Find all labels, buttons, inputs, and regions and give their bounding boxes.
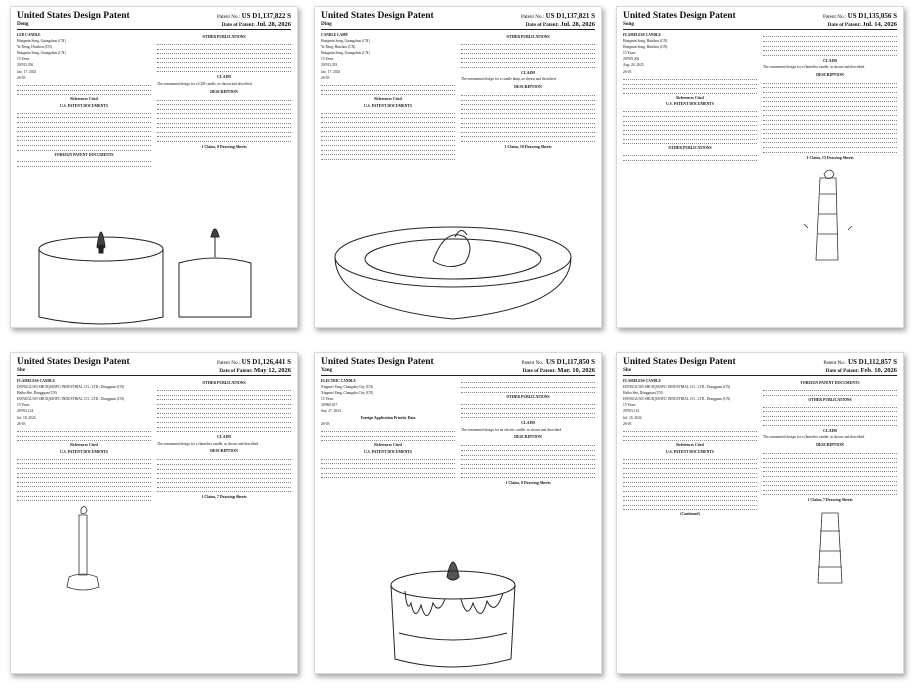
patent-subheader (321, 367, 595, 376)
patent-no-label: Patent No.: (823, 360, 847, 366)
patent-no-label: Patent No.: (216, 14, 241, 20)
candle-drawing (315, 543, 601, 673)
refs-cited: References Cited (676, 443, 704, 448)
reference-lines (17, 109, 151, 150)
appl-no: 29/953,125 (623, 409, 640, 414)
us-docs: U.S. PATENT DOCUMENTS (59, 449, 109, 454)
other-pubs: OTHER PUBLICATIONS (506, 394, 550, 399)
refs-cited: References Cited (70, 97, 98, 102)
patent-date: Jul. 28, 2026 (560, 21, 595, 28)
us-docs: U.S. PATENT DOCUMENTS (59, 103, 109, 108)
right-column (461, 379, 595, 569)
description-lines (157, 96, 291, 142)
inventor: Ye Ding, Huizhou (CN) (321, 45, 356, 50)
patent-page-1[interactable] (10, 6, 298, 328)
inventor-short: Yang (321, 367, 333, 373)
foreign-lines (17, 158, 151, 167)
classification-lines (623, 76, 757, 94)
patent-number: US D1,126,441 S (241, 358, 291, 366)
term: 15 Years (321, 57, 334, 62)
patent-number: US D1,112,857 S (847, 358, 897, 366)
patent-subheader (17, 367, 291, 376)
flameless-candle-figure (764, 507, 896, 587)
date-label: Date of Patent: (827, 22, 862, 28)
patent-org: United States Design Patent (17, 11, 130, 21)
right-column (157, 33, 291, 233)
foreign-lines (763, 387, 897, 396)
drawing-sheets: 1 Claim, 7 Drawing Sheets (807, 497, 853, 503)
pub-lines (623, 152, 757, 161)
pub-lines (763, 403, 897, 426)
patent-org: United States Design Patent (17, 357, 130, 367)
description-heading: DESCRIPTION (514, 434, 542, 440)
claim-heading: CLAIM (217, 74, 231, 80)
reference-lines (623, 108, 757, 144)
assignee: Hongmin Song, Guangzhou (CN) (17, 51, 66, 56)
claim-heading: CLAIM (823, 427, 837, 433)
term: 15 Years (17, 403, 30, 408)
applicant: Xingmei Yang, Changsha City (CN) (321, 385, 374, 390)
date-label: Date of Patent: (219, 368, 253, 374)
patent-title: FLAMELESS CANDLE (17, 379, 55, 383)
appl-no: 29/913,356 (17, 63, 34, 68)
drawing-sheets: 1 Claim, 7 Drawing Sheets (201, 494, 247, 500)
patent-date: Mar. 10, 2026 (557, 367, 595, 374)
patent-no-label: Patent No.: (521, 360, 545, 366)
appl-no: 29/953,124 (17, 409, 34, 414)
description-lines (763, 450, 897, 496)
claim-heading: CLAIM (521, 69, 535, 75)
patent-page-3[interactable] (616, 6, 904, 328)
description-heading: DESCRIPTION (210, 448, 238, 454)
refs-cited: References Cited (374, 443, 402, 448)
right-column (157, 379, 291, 674)
left-column (17, 379, 151, 674)
description-lines (763, 79, 897, 152)
description-heading: DESCRIPTION (210, 88, 238, 94)
continued: (Continued) (680, 512, 700, 517)
electric-candle-figure (315, 543, 591, 673)
patent-number: US D1,137,822 S (241, 12, 291, 20)
date-label: Date of Patent: (825, 368, 860, 374)
patent-header (321, 357, 595, 367)
patent-title: ELECTRIC CANDLE (321, 379, 356, 383)
patent-number: US D1,137,821 S (545, 12, 595, 20)
loc: 26-03 (321, 75, 330, 80)
patent-title: FLAMELESS CANDLE (623, 379, 661, 383)
classification-lines (321, 82, 455, 96)
patent-date: Feb. 10, 2026 (860, 367, 897, 374)
patent-header (17, 11, 291, 21)
right-column (763, 33, 897, 328)
patent-subheader (17, 21, 291, 30)
loc: 26-03 (17, 75, 26, 80)
applicant: Hongmin Song, Huizhou (CN) (623, 39, 668, 44)
claim-text: The ornamental design for an electric candle, as shown and described. (461, 427, 562, 432)
patent-org: United States Design Patent (623, 357, 736, 367)
description-heading: DESCRIPTION (816, 71, 844, 77)
pub-lines (461, 400, 595, 418)
term: 15 Years (623, 51, 636, 56)
patent-no-label: Patent No.: (822, 14, 847, 20)
patent-no-label: Patent No.: (216, 360, 241, 366)
patent-header (623, 11, 897, 21)
inventor: Hongmin Song, Huizhou (CN) (623, 45, 668, 50)
inventor-short: She (17, 367, 26, 373)
inventor: Xingmei Yang, Changsha City (CN) (321, 391, 374, 396)
appl-no: 29/929,204 (623, 57, 640, 62)
left-column (17, 33, 151, 233)
pub-lines (157, 387, 291, 433)
patent-date: May 12, 2026 (253, 367, 291, 374)
patent-title: CANDLE LAMP (321, 33, 348, 37)
right-column (461, 33, 595, 233)
classification-lines (321, 428, 455, 442)
patent-header (623, 357, 897, 367)
classification-lines (623, 428, 757, 442)
pub-lines (157, 41, 291, 73)
right-column (763, 379, 897, 674)
filed: Jan. 17, 2025 (321, 69, 341, 74)
loc: 26-03 (321, 421, 330, 426)
other-pubs: OTHER PUBLICATIONS (668, 146, 712, 151)
patent-subheader (623, 367, 897, 376)
loc: 26-03 (623, 69, 632, 74)
claim-text: The ornamental design for a flameless candle, as shown and described. (763, 435, 865, 440)
date-label: Date of Patent: (525, 22, 560, 28)
foreign-docs: FOREIGN PATENT DOCUMENTS (54, 152, 114, 157)
patent-page-5[interactable] (314, 352, 602, 674)
inventor: Ye Deng, Huizhou (CN) (17, 45, 52, 50)
claim-heading: CLAIM (217, 434, 231, 440)
description-heading: DESCRIPTION (816, 442, 844, 448)
applicant: Hongmin Song, Guangzhou (CN) (321, 39, 370, 44)
filed: Sep. 27, 2024 (321, 409, 341, 414)
examiner-lines (763, 33, 897, 56)
claim-text: The ornamental design for a flameless candle, as shown and described. (157, 441, 259, 446)
patent-org: United States Design Patent (321, 11, 434, 21)
left-column (321, 379, 455, 569)
assignee: DONGGUAN SHUIQIANFU INDUSTRIAL CO., LTD., Dongguan (CN) (17, 397, 125, 402)
claim-heading: CLAIM (521, 420, 535, 426)
loc: 26-03 (17, 421, 26, 426)
inventor-short: Ding (321, 21, 332, 27)
refs-cited: References Cited (676, 95, 704, 100)
claim-text: The ornamental design for a LED candle, as shown and described. (157, 82, 253, 87)
patent-subheader (321, 21, 595, 30)
left-column (623, 33, 757, 328)
description-lines (461, 442, 595, 478)
ref-continued-lines (461, 379, 595, 393)
patent-org: United States Design Patent (623, 11, 736, 21)
us-docs: U.S. PATENT DOCUMENTS (665, 102, 715, 107)
refs-cited: References Cited (70, 443, 98, 448)
other-pubs: OTHER PUBLICATIONS (506, 35, 550, 39)
us-docs: U.S. PATENT DOCUMENTS (363, 103, 413, 108)
candle-lamp-figure (315, 207, 591, 327)
assignee: Hongmin Song, Guangzhou (CN) (321, 51, 370, 56)
term: 15 Years (623, 403, 636, 408)
patent-number: US D1,117,850 S (545, 358, 595, 366)
patent-title: FLAMELESS CANDLE (623, 33, 661, 37)
drawing-sheets: 1 Claim, 13 Drawing Sheets (806, 154, 854, 160)
date-label: Date of Patent: (221, 22, 256, 28)
patent-date: Jul. 28, 2026 (256, 21, 291, 28)
drawing-sheets: 1 Claim, 8 Drawing Sheets (505, 480, 551, 486)
term: 15 Years (17, 57, 30, 62)
description-heading: DESCRIPTION (514, 84, 542, 90)
patent-subheader (623, 21, 897, 30)
claim-text: The ornamental design for a flameless candle, as shown and described. (763, 65, 865, 70)
patent-org: United States Design Patent (321, 357, 434, 367)
inventor-short: Deng (17, 21, 29, 27)
classification-lines (17, 428, 151, 442)
reference-lines (321, 455, 455, 478)
patent-no-label: Patent No.: (520, 14, 545, 20)
claim-heading: CLAIM (823, 57, 837, 63)
left-column (321, 33, 455, 233)
inventor: Haiba She, Dongguan (CN) (17, 391, 57, 396)
appl-no: 29/960,017 (321, 403, 338, 408)
reference-lines (17, 455, 151, 501)
drawing-sheets: 1 Claim, 9 Drawing Sheets (201, 143, 247, 149)
foreign-priority: Foreign Application Priority Data (360, 416, 416, 421)
filed: Jul. 18, 2024 (17, 415, 36, 420)
flameless-candle-figure (764, 164, 896, 264)
refs-cited: References Cited (374, 97, 402, 102)
assignee: DONGGUAN SHUIQIANFU INDUSTRIAL CO., LTD., Dongguan (CN) (623, 397, 731, 402)
candle-drawing (11, 207, 297, 327)
classification-lines (17, 82, 151, 96)
inventor-short: Song (623, 21, 634, 27)
drawing-sheets: 1 Claim, 10 Drawing Sheets (504, 143, 552, 149)
loc: 26-03 (623, 421, 632, 426)
patent-page-6[interactable] (616, 352, 904, 674)
inventor: Haiba She, Dongguan (CN) (623, 391, 663, 396)
other-pubs: OTHER PUBLICATIONS (808, 397, 852, 402)
patent-number: US D1,135,056 S (847, 12, 897, 20)
reference-lines (321, 109, 455, 159)
applicant: DONGGUAN SHUIQIANFU INDUSTRIAL CO., LTD., Dongguan (CN) (17, 385, 125, 390)
appl-no: 29/913,353 (321, 63, 338, 68)
patent-title: LED CANDLE (17, 33, 41, 37)
term: 15 Years (321, 397, 334, 402)
description-lines (461, 92, 595, 142)
filed: Aug. 20, 2025 (623, 63, 644, 68)
reference-lines (623, 455, 757, 510)
pub-lines (461, 41, 595, 68)
other-pubs: OTHER PUBLICATIONS (202, 381, 246, 385)
left-column (623, 379, 757, 674)
filed: Jul. 18, 2024 (623, 415, 642, 420)
led-candle-figure (11, 207, 287, 327)
patent-page-4[interactable] (10, 352, 298, 674)
filed: Jan. 17, 2025 (17, 69, 37, 74)
applicant: DONGGUAN SHUIQIANFU INDUSTRIAL CO., LTD., Dongguan (CN) (623, 385, 731, 390)
patent-header (321, 11, 595, 21)
applicant: Hongmin Song, Guangzhou (CN) (17, 39, 66, 44)
other-pubs: OTHER PUBLICATIONS (202, 35, 246, 39)
foreign-docs: FOREIGN PATENT DOCUMENTS (800, 381, 860, 385)
description-lines (157, 456, 291, 492)
us-docs: U.S. PATENT DOCUMENTS (363, 449, 413, 454)
patent-page-2[interactable] (314, 6, 602, 328)
patent-date: Jul. 14, 2026 (862, 21, 897, 28)
us-docs: U.S. PATENT DOCUMENTS (665, 449, 715, 454)
claim-text: The ornamental design for a candle lamp, as shown and described. (461, 77, 557, 82)
inventor-short: She (623, 367, 632, 373)
date-label: Date of Patent: (522, 368, 557, 374)
flameless-candle-figure (17, 505, 149, 595)
patent-header (17, 357, 291, 367)
candle-drawing (315, 207, 601, 327)
